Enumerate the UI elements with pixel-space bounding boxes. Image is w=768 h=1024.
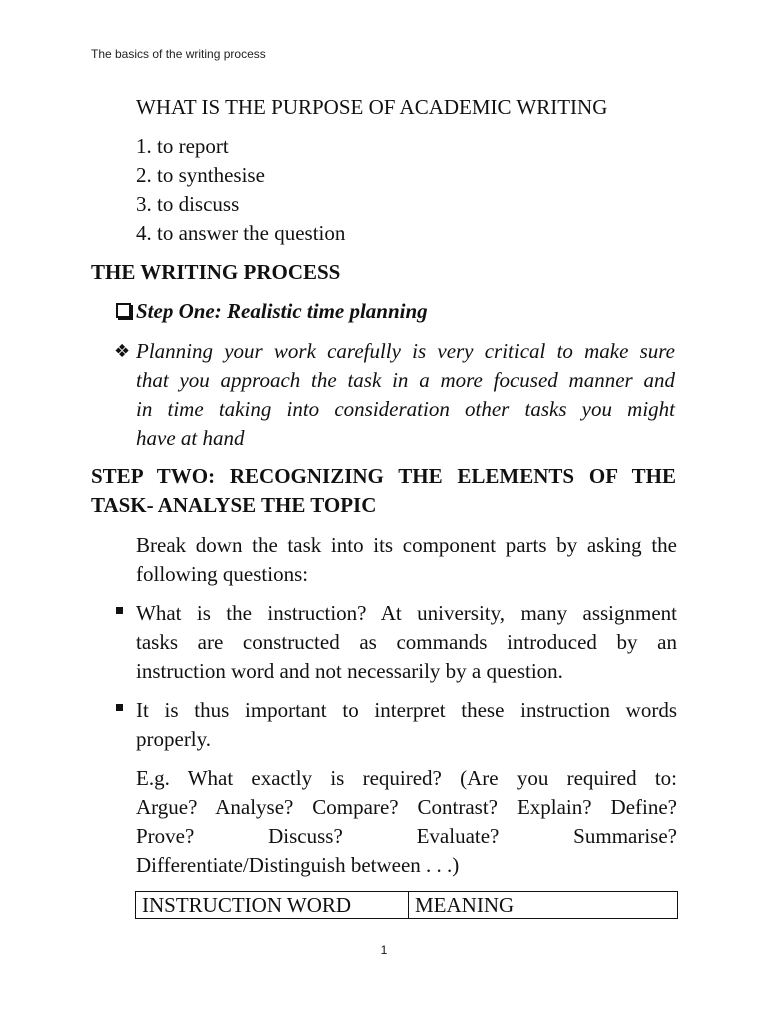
page-number: 1 <box>380 943 388 957</box>
page-header: The basics of the writing process <box>91 47 266 61</box>
step-two-heading: STEP TWO: RECOGNIZING THE ELEMENTS OF THE TASK- ANALYSE THE TOPIC <box>91 464 676 517</box>
list-item: 4. to answer the question <box>136 221 346 245</box>
diamond-bullet-icon: ❖ <box>114 341 131 362</box>
table-header-cell: INSTRUCTION WORD <box>136 892 409 919</box>
list-item: 3. to discuss <box>136 192 240 216</box>
step-one-paragraph: Planning your work carefully is very critical to make sure that you approach the task in a more focused manner and in time taking into consideration other tasks you might have at hand <box>136 339 675 450</box>
section-heading: THE WRITING PROCESS <box>91 260 341 284</box>
instruction-paragraph: What is the instruction? At university, many assignment tasks are constructed as commands introduced by an instruction word and not necessarily by a question. <box>136 601 677 683</box>
list-item: 2. to synthesise <box>136 163 265 187</box>
purpose-title: WHAT IS THE PURPOSE OF ACADEMIC WRITING <box>136 95 608 119</box>
interpret-paragraph: It is thus important to interpret these instruction words properly. <box>136 698 677 751</box>
example-paragraph: E.g. What exactly is required? (Are you required to: Argue? Analyse? Compare? Contrast? Explain? Define? Prove? Discuss? Evaluate? Summarise? Differentiate/Distinguish between . . .) <box>136 766 677 877</box>
step-one-heading: Step One: Realistic time planning <box>136 299 428 323</box>
square-bullet-icon <box>116 607 123 614</box>
table-header-row <box>136 892 678 919</box>
table-header-cell: MEANING <box>409 892 678 919</box>
checkbox-square-icon <box>116 303 131 318</box>
break-down-paragraph: Break down the task into its component parts by asking the following questions: <box>136 533 677 586</box>
instruction-word-table <box>135 891 678 919</box>
list-item: 1. to report <box>136 134 229 158</box>
square-bullet-icon <box>116 704 123 711</box>
